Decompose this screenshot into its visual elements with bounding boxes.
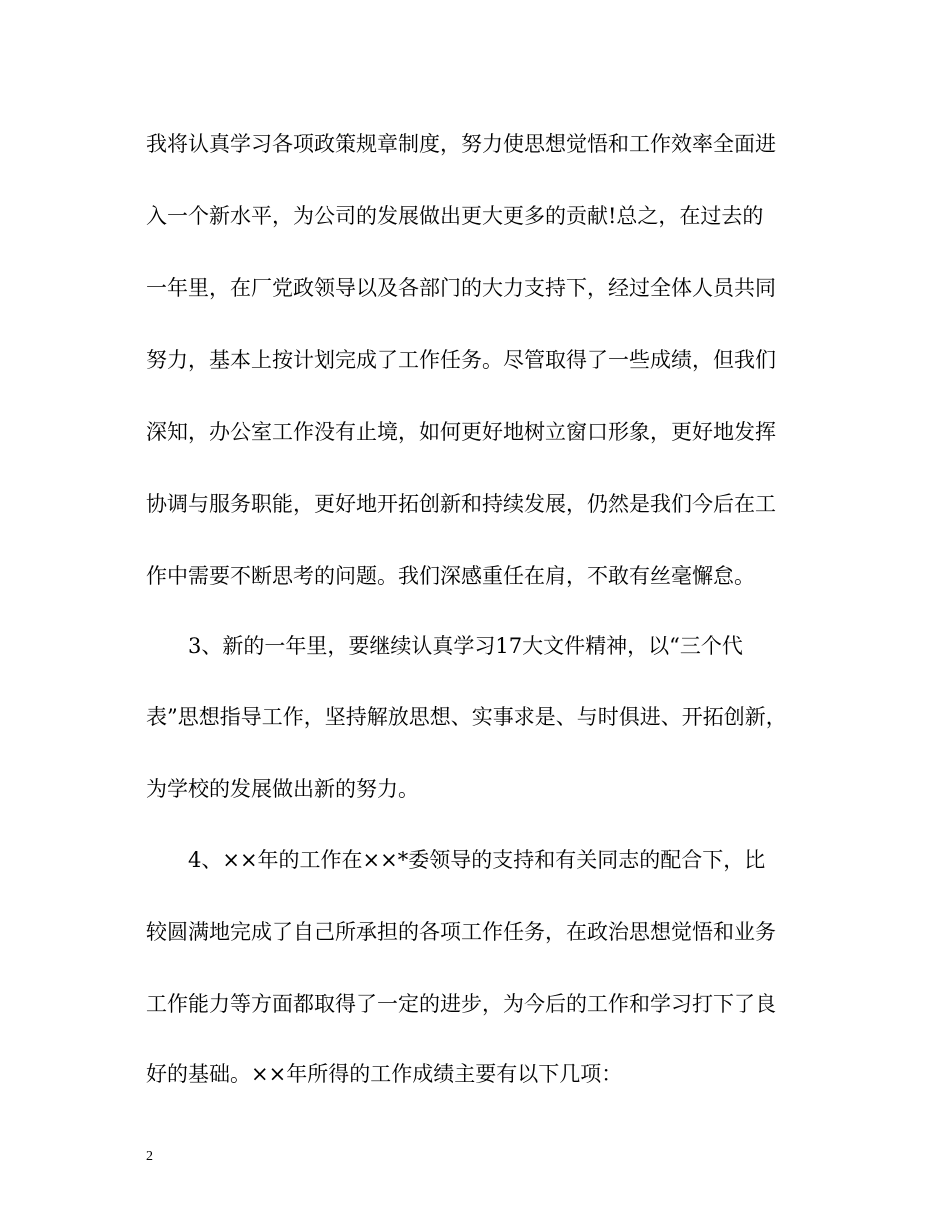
text-line-9: 表”思想指导工作，坚持解放思想、实事求是、与时俱进、开拓创新， [146,705,787,729]
text-line-7: 作中需要不断思考的问题。我们深感重任在肩，不敢有丝毫懈怠。 [146,564,755,588]
text-line-4: 努力，基本上按计划完成了工作任务。尽管取得了一些成绩，但我们 [146,348,776,372]
text-line-3: 一年里，在厂党政领导以及各部门的大力支持下，经过全体人员共同 [146,276,776,300]
text-line-12: 较圆满地完成了自己所承担的各项工作任务，在政治思想觉悟和业务 [146,920,776,944]
paragraph-3-first-line: 3、新的一年里，要继续认真学习17大文件精神，以“三个代 [188,634,743,658]
text-line-13: 工作能力等方面都取得了一定的进步，为今后的工作和学习打下了良 [146,992,776,1016]
text-line-10: 为学校的发展做出新的努力。 [146,777,419,801]
text-line-1: 我将认真学习各项政策规章制度，努力使思想觉悟和工作效率全面进 [146,132,776,156]
text-line-6: 协调与服务职能，更好地开拓创新和持续发展，仍然是我们今后在工 [146,492,776,516]
text-line-2: 入一个新水平，为公司的发展做出更大更多的贡献!总之，在过去的 [146,204,764,228]
paragraph-4-first-line: 4、××年的工作在××*委领导的支持和有关同志的配合下，比 [188,848,766,872]
text-line-5: 深知，办公室工作没有止境，如何更好地树立窗口形象，更好地发挥 [146,420,776,444]
page-number: 2 [146,1149,153,1164]
text-line-14: 好的基础。××年所得的工作成绩主要有以下几项： [146,1062,623,1086]
